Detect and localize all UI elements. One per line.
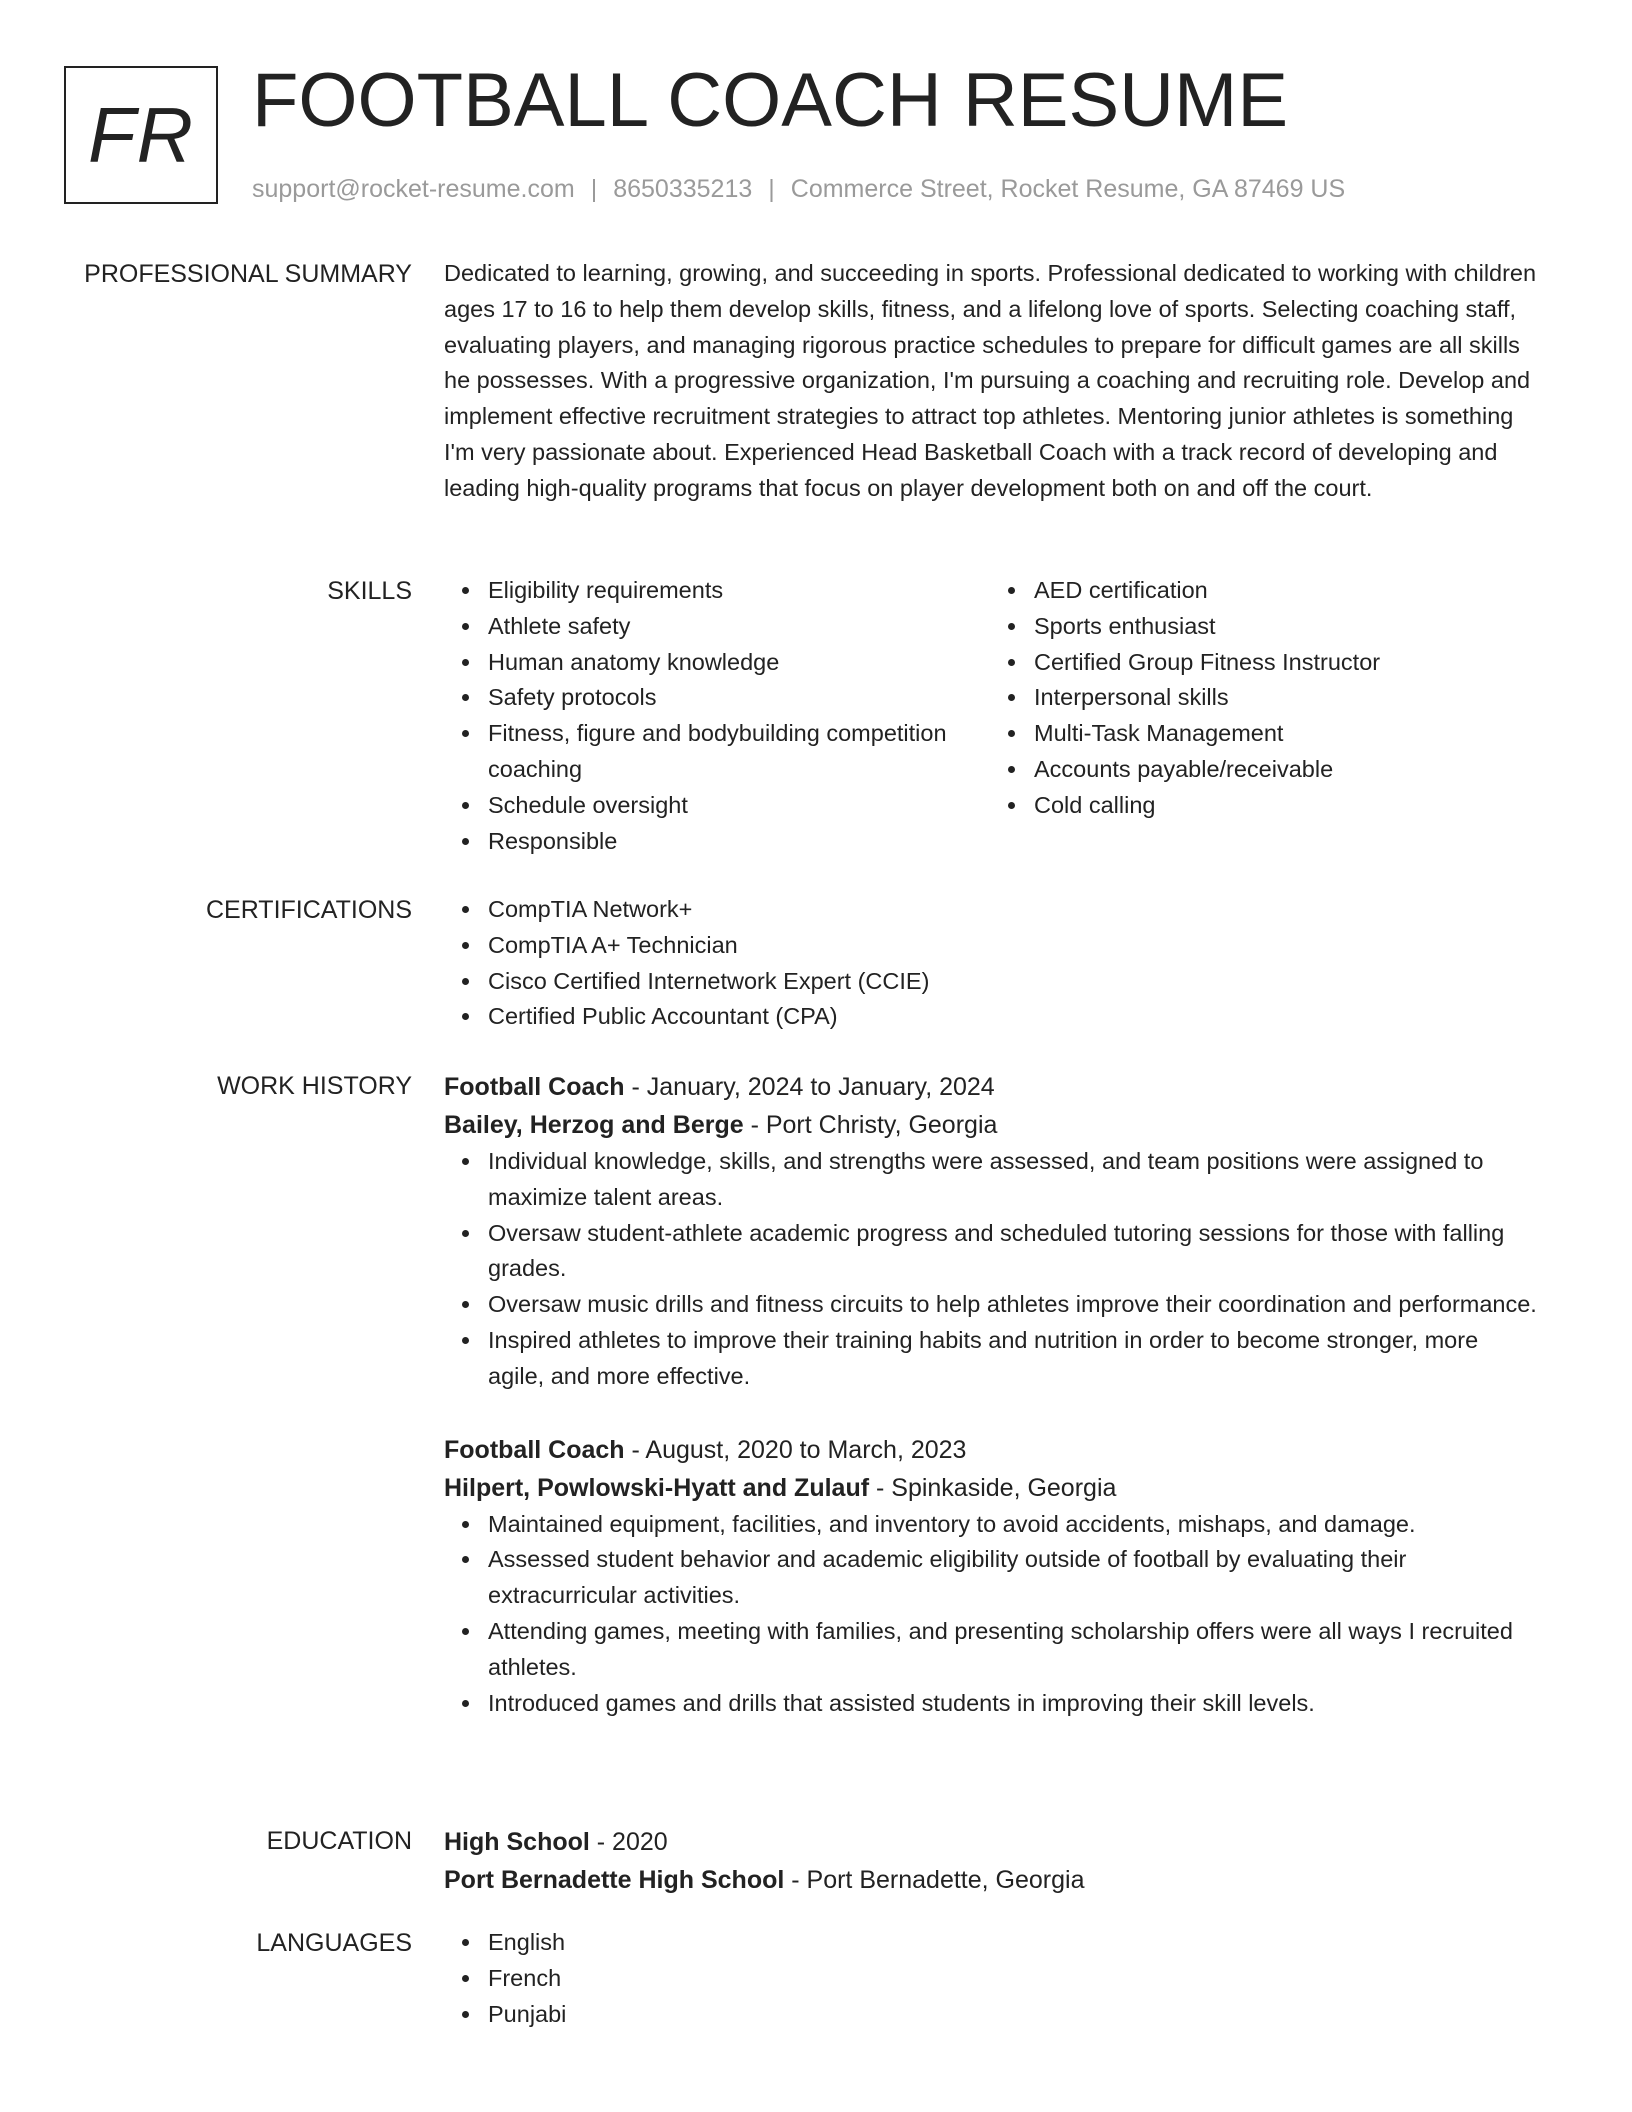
contact-separator: | (768, 175, 775, 203)
certification-item: CompTIA A+ Technician (488, 928, 1540, 964)
education-school-line (444, 1861, 1540, 1899)
skills-label: SKILLS (327, 577, 412, 605)
job-entry (444, 1431, 1540, 1722)
skill-item: Cold calling (1034, 788, 1534, 824)
skill-item: Eligibility requirements (488, 573, 990, 609)
contact-line (252, 172, 1345, 206)
work-history-body (444, 1068, 1540, 1721)
summary-label: PROFESSIONAL SUMMARY (84, 260, 412, 288)
job-duties-list (444, 1144, 1540, 1395)
contact-phone: 8650335213 (613, 175, 753, 203)
job-duty-item: Inspired athletes to improve their training habits and nutrition in order to become stronger, more agile, and more effective. (488, 1323, 1540, 1395)
language-item: Punjabi (488, 1997, 1540, 2033)
languages-list (444, 1925, 1540, 2032)
job-duty-item: Assessed student behavior and academic eligibility outside of football by evaluating their extracurricular activities. (488, 1542, 1540, 1614)
languages-label: LANGUAGES (256, 1929, 412, 1957)
education-degree-line (444, 1823, 1540, 1861)
skill-item: Accounts payable/receivable (1034, 752, 1534, 788)
job-title-line (444, 1068, 1540, 1106)
language-item: French (488, 1961, 1540, 1997)
job-duty-item: Individual knowledge, skills, and strengths were assessed, and team positions were assigned to maximize talent areas. (488, 1144, 1540, 1216)
job-duty-item: Maintained equipment, facilities, and inventory to avoid accidents, mishaps, and damage. (488, 1507, 1540, 1543)
contact-separator: | (590, 175, 598, 203)
job-dates: - January, 2024 to January, 2024 (624, 1073, 995, 1101)
job-duty-item: Introduced games and drills that assisted students in improving their skill levels. (488, 1686, 1540, 1722)
skill-item: Fitness, figure and bodybuilding competition coaching (488, 716, 990, 788)
job-duty-item: Oversaw music drills and fitness circuits to help athletes improve their coordination and performance. (488, 1287, 1540, 1323)
skills-columns (444, 573, 1540, 859)
certification-item: Certified Public Accountant (CPA) (488, 999, 1540, 1035)
skills-list-left (444, 573, 990, 859)
education-location: - Port Bernadette, Georgia (784, 1866, 1085, 1894)
skill-item: Sports enthusiast (1034, 609, 1534, 645)
job-duty-item: Oversaw student-athlete academic progress and scheduled tutoring sessions for those with falling grades. (488, 1216, 1540, 1288)
skill-item: Athlete safety (488, 609, 990, 645)
monogram-initials: FR (88, 90, 194, 179)
skill-item: Responsible (488, 824, 990, 860)
skill-item: Safety protocols (488, 680, 990, 716)
summary-text: Dedicated to learning, growing, and succeeding in sports. Professional dedicated to working with children ages 17 to 16 to help them develop skills, fitness, and a lifelong love of sports. Selecting coaching staff, evaluating players, and managing rigorous practice schedules to prepare for difficult games are all skills he possesses. With a progressive organization, I'm pursuing a coaching and recruiting role. Develop and implement effective recruitment strategies to attract top athletes. Mentoring junior athletes is something I'm very passionate about. Experienced Head Basketball Coach with a track record of developing and leading high-quality programs that focus on player development both on and off the court. (444, 260, 1537, 501)
certifications-list (444, 892, 1540, 1035)
certification-item: Cisco Certified Internetwork Expert (CCIE) (488, 964, 1540, 1000)
certifications-label: CERTIFICATIONS (205, 896, 412, 924)
job-duties-list (444, 1507, 1540, 1722)
job-company: Bailey, Herzog and Berge (444, 1111, 744, 1139)
resume-title: FOOTBALL COACH RESUME (252, 58, 1289, 143)
job-company: Hilpert, Powlowski-Hyatt and Zulauf (444, 1473, 870, 1502)
skill-item: Schedule oversight (488, 788, 990, 824)
contact-email: support@rocket-resume.com (252, 175, 575, 203)
job-entry (444, 1068, 1540, 1395)
job-duty-item: Attending games, meeting with families, and presenting scholarship offers were all ways I recruited athletes. (488, 1614, 1540, 1686)
monogram-box (64, 66, 218, 204)
languages-body (444, 1925, 1540, 2032)
skill-item: Certified Group Fitness Instructor (1034, 645, 1534, 681)
certification-item: CompTIA Network+ (488, 892, 1540, 928)
job-title: Football Coach (444, 1073, 625, 1101)
skill-item: AED certification (1034, 573, 1534, 609)
job-title-line (444, 1431, 1540, 1469)
education-degree: High School (444, 1828, 590, 1856)
job-location: - Spinkaside, Georgia (869, 1473, 1117, 1502)
education-label: EDUCATION (266, 1827, 412, 1855)
skills-list-right (990, 573, 1534, 859)
job-company-line (444, 1469, 1540, 1507)
language-item: English (488, 1925, 1540, 1961)
contact-address: Commerce Street, Rocket Resume, GA 87469 US (790, 175, 1346, 203)
job-title: Football Coach (444, 1435, 625, 1464)
education-year: - 2020 (589, 1828, 668, 1856)
skill-item: Human anatomy knowledge (488, 645, 990, 681)
certifications-body (444, 892, 1540, 1035)
job-dates: - August, 2020 to March, 2023 (624, 1435, 967, 1464)
job-location: - Port Christy, Georgia (743, 1111, 998, 1139)
work-history-label: WORK HISTORY (217, 1072, 412, 1100)
job-company-line (444, 1106, 1540, 1144)
skill-item: Multi-Task Management (1034, 716, 1534, 752)
skill-item: Interpersonal skills (1034, 680, 1534, 716)
education-school: Port Bernadette High School (444, 1866, 785, 1894)
education-body (444, 1823, 1540, 1899)
